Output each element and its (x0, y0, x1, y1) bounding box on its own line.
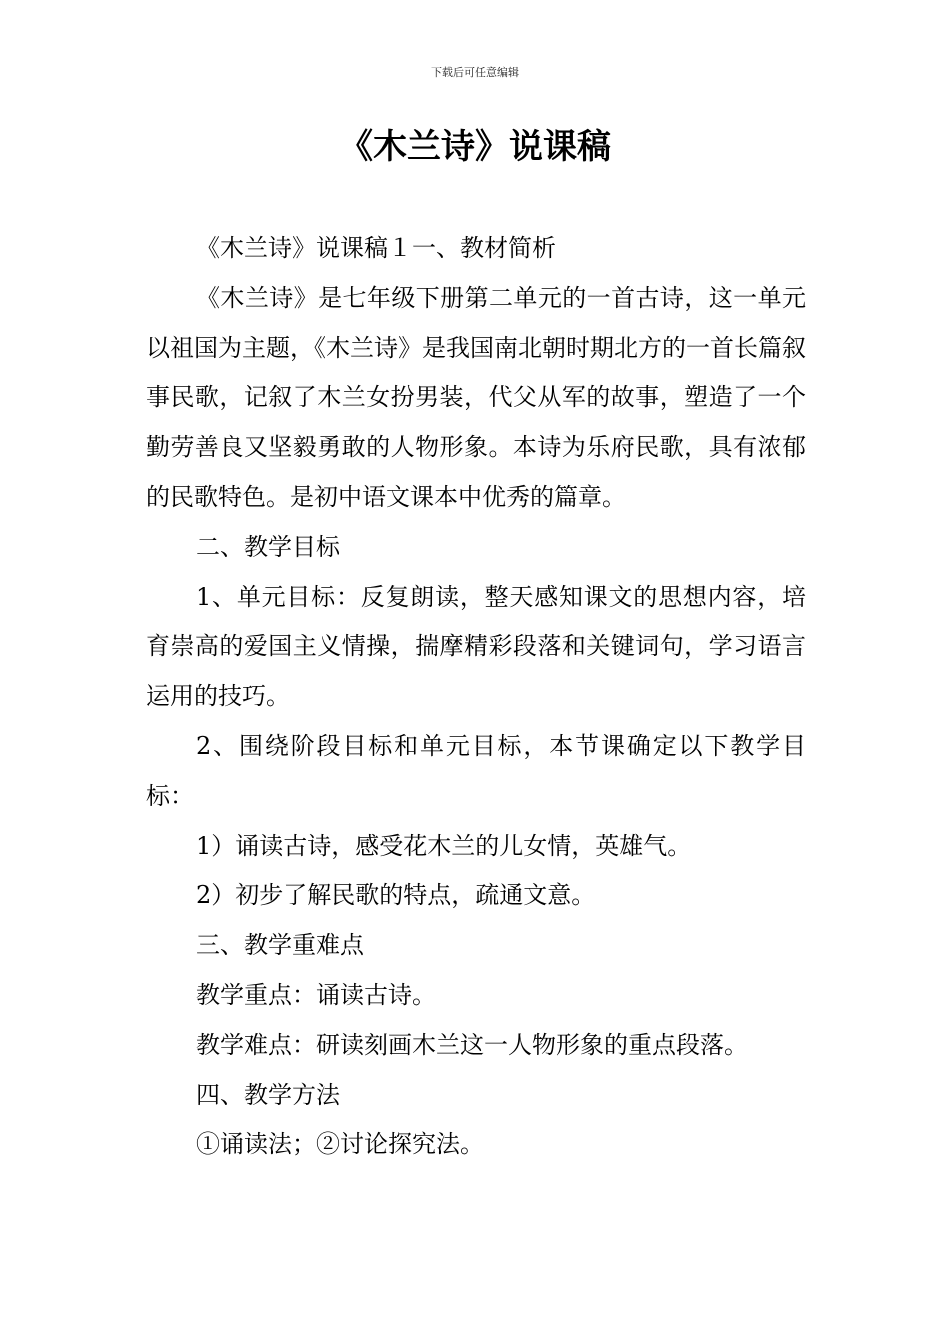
document-title: 《木兰诗》说课稿 (339, 127, 611, 167)
paragraph-intro-heading: 《木兰诗》说课稿１一、教材简析 (196, 234, 556, 262)
paragraph-key-point: 教学重点：诵读古诗。 (196, 980, 436, 1009)
paragraph-difficult-point: 教学难点：研读刻画木兰这一人物形象的重点段落。 (196, 1030, 748, 1059)
paragraph-goal-item-2: 2）初步了解民歌的特点，疏通文意。 (196, 881, 596, 910)
paragraph-goals-heading: 二、教学目标 (196, 532, 340, 561)
paragraph-textbook-analysis: 《木兰诗》是七年级下册第二单元的一首古诗，这一单元以祖国为主题，《木兰诗》是我国南北朝时期北方的一首长篇叙事民歌，记叙了木兰女扮男装，代父从军的故事，塑造了一个勤劳善良又坚毅勇敢的人物形象。本诗为乐府民歌，具有浓郁的民歌特色。是初中语文课本中优秀的篇章。 (146, 283, 806, 511)
paragraph-goal-item-1: 1）诵读古诗，感受花木兰的儿女情，英雄气。 (196, 831, 692, 860)
paragraph-key-points-heading: 三、教学重难点 (196, 931, 364, 960)
paragraph-methods: ①诵读法；②讨论探究法。 (196, 1130, 484, 1159)
paragraph-methods-heading: 四、教学方法 (196, 1080, 340, 1109)
document-body (146, 224, 806, 1170)
header-note: 下载后可任意编辑 (431, 66, 519, 79)
paragraph-lesson-goal: 2、围绕阶段目标和单元目标，本节课确定以下教学目标： (146, 731, 806, 810)
paragraph-unit-goal: 1、单元目标：反复朗读，整天感知课文的思想内容，培育崇高的爱国主义情操，揣摩精彩段落和关键词句，学习语言运用的技巧。 (146, 582, 806, 711)
